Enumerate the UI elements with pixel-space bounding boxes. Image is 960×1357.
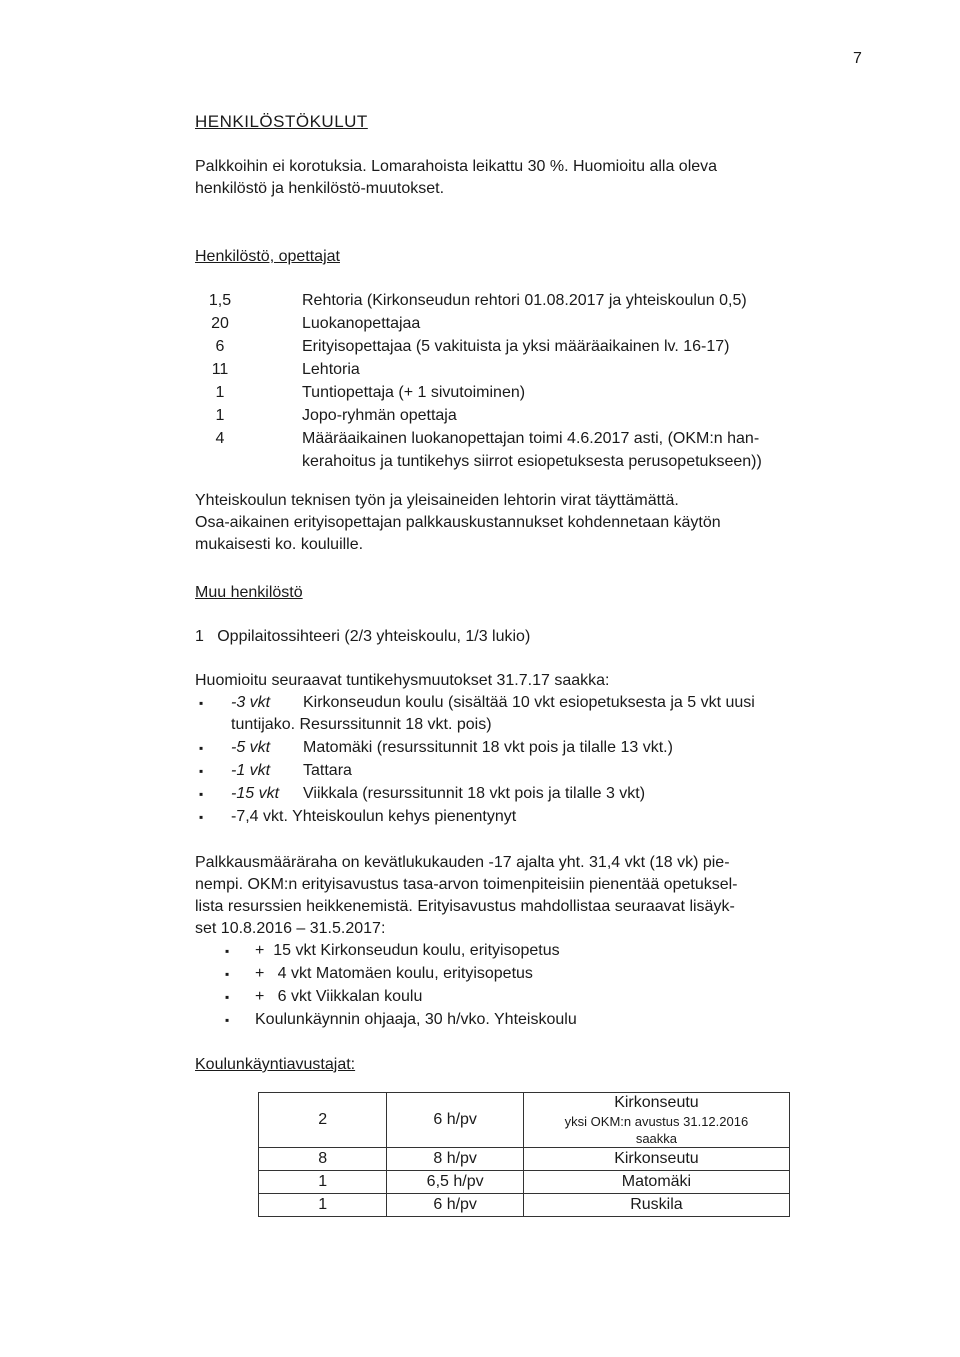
change-item	[195, 760, 855, 782]
section-heading: HENKILÖSTÖKULUT	[195, 112, 368, 131]
table-row	[259, 1171, 790, 1194]
bullet-icon: ▪	[225, 967, 230, 981]
changes-intro: Huomioitu seuraavat tuntikehysmuutokset 31.7.17 saakka:	[195, 672, 610, 689]
table-row	[259, 1148, 790, 1171]
intro-paragraph	[195, 156, 855, 200]
change-item	[195, 783, 855, 805]
salary-line: set 10.8.2016 – 31.5.2017:	[195, 920, 386, 937]
table-cell-hours: 6 h/pv	[387, 1194, 523, 1217]
teacher-count: 1	[215, 384, 225, 401]
intro-line: Palkkoihin ei korotuksia. Lomarahoista leikattu 30 %. Huomioitu alla oleva	[195, 158, 718, 175]
change-amount: -1 vkt	[231, 762, 271, 779]
teacher-count: 11	[211, 361, 229, 378]
note-paragraph	[195, 490, 855, 556]
note-line: Osa-aikainen erityisopettajan palkkauskustannukset kohdennetaan käytön	[195, 514, 721, 531]
teacher-row	[195, 382, 855, 404]
bullet-icon: ▪	[199, 764, 204, 778]
intro-line: henkilöstö ja henkilöstö-muutokset.	[195, 180, 445, 197]
teacher-row	[195, 428, 855, 450]
page-number: 7	[853, 50, 862, 67]
salary-line: nempi. OKM:n erityisavustus tasa-arvon toimenpiteisiin pienentää opetuksel-	[195, 876, 738, 893]
addition-text: Koulunkäynnin ohjaaja, 30 h/vko. Yhteiskoulu	[255, 1011, 577, 1028]
note-line: mukaisesti ko. kouluille.	[195, 536, 364, 553]
change-amount: -5 vkt	[231, 739, 271, 756]
teacher-row	[195, 405, 855, 427]
table-cell-place: Ruskila	[523, 1194, 789, 1217]
salary-paragraph	[195, 852, 855, 940]
addition-item	[195, 963, 855, 985]
teacher-desc: Määräaikainen luokanopettajan toimi 4.6.2017 asti, (OKM:n han-	[302, 430, 760, 447]
bullet-icon: ▪	[199, 787, 204, 801]
teacher-desc: Tuntiopettaja (+ 1 sivutoiminen)	[302, 384, 526, 401]
table-cell-place	[523, 1093, 789, 1148]
bullet-icon: ▪	[199, 741, 204, 755]
addition-item	[195, 986, 855, 1008]
table-cell-hours: 6 h/pv	[387, 1093, 523, 1148]
table-row	[259, 1194, 790, 1217]
place-note: yksi OKM:n avustus 31.12.2016	[564, 1114, 749, 1129]
other-staff-heading: Muu henkilöstö	[195, 584, 303, 601]
change-text: Tattara	[303, 762, 352, 779]
teacher-count: 4	[215, 430, 225, 447]
change-item	[195, 737, 855, 759]
bullet-icon: ▪	[225, 1013, 230, 1027]
bullet-icon: ▪	[225, 990, 230, 1004]
salary-line: Palkkausmääräraha on kevätlukukauden -17 ajalta yht. 31,4 vkt (18 vk) pie-	[195, 854, 730, 871]
table-cell-count: 1	[259, 1194, 387, 1217]
assistants-heading: Koulunkäyntiavustajat:	[195, 1056, 356, 1073]
teacher-desc: Jopo-ryhmän opettaja	[302, 407, 457, 424]
change-amount: -3 vkt	[231, 694, 271, 711]
place-note: saakka	[635, 1131, 678, 1146]
teacher-desc-continuation: kerahoitus ja tuntikehys siirrot esiopetuksesta perusopetukseen))	[302, 453, 762, 470]
teacher-row	[195, 290, 855, 312]
teacher-desc: Luokanopettajaa	[302, 315, 421, 332]
salary-line: lista resurssien heikkenemistä. Erityisavustus mahdollistaa seuraavat lisäyk-	[195, 898, 735, 915]
teachers-heading: Henkilöstö, opettajat	[195, 248, 340, 265]
teacher-count: 1,5	[208, 292, 232, 309]
change-text-continuation: tuntijako. Resurssitunnit 18 vkt. pois)	[231, 716, 492, 733]
other-staff-line: 1 Oppilaitossihteeri (2/3 yhteiskoulu, 1/3 lukio)	[195, 628, 531, 645]
table-row	[259, 1093, 790, 1148]
teacher-desc: Lehtoria	[302, 361, 360, 378]
teacher-count: 1	[215, 407, 225, 424]
table-cell-count: 1	[259, 1171, 387, 1194]
table-cell-count: 2	[259, 1093, 387, 1148]
change-text: -7,4 vkt. Yhteiskoulun kehys pienentynyt	[231, 808, 517, 825]
change-amount: -15 vkt	[231, 785, 280, 802]
table-cell-hours: 6,5 h/pv	[387, 1171, 523, 1194]
note-line: Yhteiskoulun teknisen työn ja yleisaineiden lehtorin virat täyttämättä.	[195, 492, 679, 509]
addition-item	[195, 1009, 855, 1031]
place-label: Kirkonseutu	[614, 1094, 699, 1111]
teacher-desc: Erityisopettajaa (5 vakituista ja yksi määräaikainen lv. 16-17)	[302, 338, 730, 355]
change-item	[195, 692, 855, 714]
bullet-icon: ▪	[199, 810, 204, 824]
table-cell-count: 8	[259, 1148, 387, 1171]
change-text: Kirkonseudun koulu (sisältää 10 vkt esiopetuksesta ja 5 vkt uusi	[303, 694, 755, 711]
teacher-row	[195, 336, 855, 358]
change-text: Viikkala (resurssitunnit 18 vkt pois ja tilalle 3 vkt)	[303, 785, 646, 802]
assistants-table	[258, 1092, 790, 1217]
addition-text: + 4 vkt Matomäen koulu, erityisopetus	[255, 965, 533, 982]
change-item	[195, 806, 855, 828]
teacher-desc: Rehtoria (Kirkonseudun rehtori 01.08.2017 ja yhteiskoulun 0,5)	[302, 292, 747, 309]
change-text: Matomäki (resurssitunnit 18 vkt pois ja tilalle 13 vkt.)	[303, 739, 673, 756]
addition-text: + 15 vkt Kirkonseudun koulu, erityisopetus	[255, 942, 560, 959]
table-cell-place: Matomäki	[523, 1171, 789, 1194]
teacher-count: 20	[211, 315, 229, 332]
teacher-count: 6	[215, 338, 225, 355]
bullet-icon: ▪	[225, 944, 230, 958]
teacher-row	[195, 313, 855, 335]
addition-text: + 6 vkt Viikkalan koulu	[255, 988, 423, 1005]
table-cell-place: Kirkonseutu	[523, 1148, 789, 1171]
addition-item	[195, 940, 855, 962]
table-cell-hours: 8 h/pv	[387, 1148, 523, 1171]
bullet-icon: ▪	[199, 696, 204, 710]
teacher-row	[195, 359, 855, 381]
